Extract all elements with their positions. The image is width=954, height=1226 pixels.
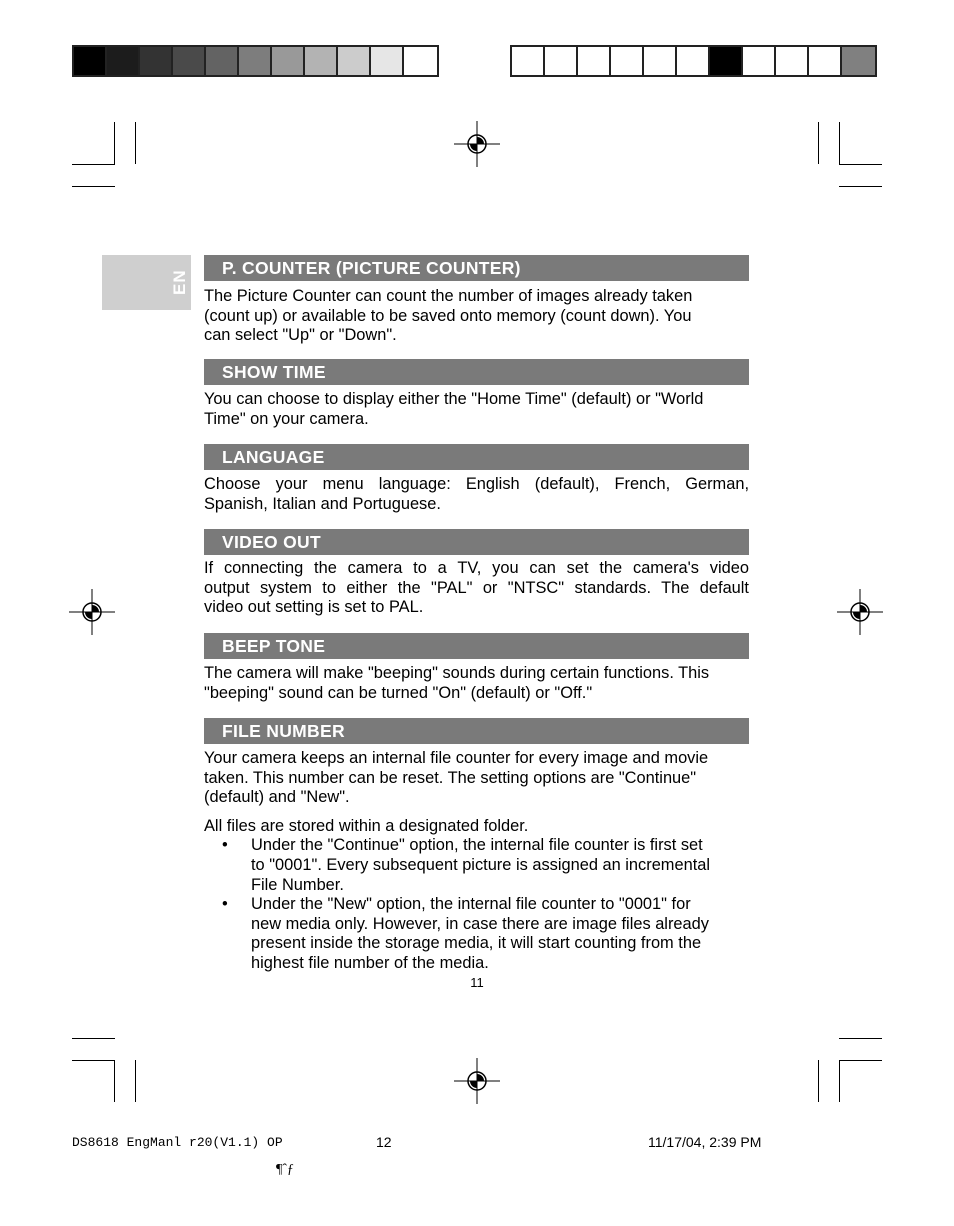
color-swatch xyxy=(710,47,743,75)
color-swatch xyxy=(371,47,404,75)
section-show-time xyxy=(204,359,749,429)
footer-code: ¶ˆƒ xyxy=(276,1162,295,1177)
text-line: Choose your menu language: English (default), French, German, xyxy=(204,475,749,493)
registration-mark-icon xyxy=(837,589,883,635)
section-body xyxy=(204,664,749,703)
crop-mark xyxy=(72,1038,115,1039)
crop-mark xyxy=(135,1060,136,1102)
section-heading: BEEP TONE xyxy=(204,633,749,659)
color-swatch xyxy=(74,47,107,75)
section-file-number xyxy=(204,718,749,974)
list-item xyxy=(204,895,749,973)
color-swatch xyxy=(809,47,842,75)
color-swatch xyxy=(512,47,545,75)
crop-mark xyxy=(839,186,882,187)
text-line: Spanish, Italian and Portuguese. xyxy=(204,494,441,513)
section-beep-tone xyxy=(204,633,749,703)
text-line: to "0001". Every subsequent picture is assigned an incremental xyxy=(251,855,711,874)
color-swatch xyxy=(644,47,677,75)
text-line: Your camera keeps an internal file counter for every image and movie xyxy=(204,749,709,767)
language-side-tab xyxy=(102,255,191,310)
footer-file-info: DS8618 EngManl r20(V1.1) OP xyxy=(72,1135,283,1150)
text-line: If connecting the camera to a TV, you can set the camera's video xyxy=(204,559,749,577)
text-line: The camera will make "beeping" sounds during certain functions. This xyxy=(204,664,710,682)
color-swatch xyxy=(404,47,437,75)
color-swatch xyxy=(305,47,338,75)
color-swatch xyxy=(611,47,644,75)
color-swatch xyxy=(272,47,305,75)
crop-mark xyxy=(818,122,819,164)
text-line: output system to either the "PAL" or "NTSC" standards. The default xyxy=(204,578,749,597)
footer-timestamp: 11/17/04, 2:39 PM xyxy=(648,1134,762,1150)
section-p-counter xyxy=(204,255,749,346)
registration-mark-icon xyxy=(454,121,500,167)
text-line: present inside the storage media, it will start counting from the xyxy=(251,934,702,953)
crop-mark xyxy=(818,1060,819,1102)
text-line: Under the "New" option, the internal file counter to "0001" for xyxy=(251,895,691,914)
crop-mark xyxy=(72,186,115,187)
text-line: highest file number of the media. xyxy=(251,953,489,972)
text-line: (default) and "New". xyxy=(204,788,350,807)
text-line: can select "Up" or "Down". xyxy=(204,326,397,345)
section-body xyxy=(204,559,749,618)
color-swatch xyxy=(677,47,710,75)
text-line: (count up) or available to be saved onto memory (count down). You xyxy=(204,306,692,325)
section-language xyxy=(204,444,749,514)
grayscale-strip xyxy=(72,45,439,77)
color-swatch xyxy=(842,47,875,75)
section-heading: SHOW TIME xyxy=(204,359,749,385)
section-heading: LANGUAGE xyxy=(204,444,749,470)
crop-mark xyxy=(839,1060,840,1102)
registration-strip xyxy=(510,45,877,77)
section-heading: FILE NUMBER xyxy=(204,718,749,744)
crop-mark xyxy=(839,1038,882,1039)
color-swatch xyxy=(107,47,140,75)
text-line: File Number. xyxy=(251,875,344,894)
crop-mark xyxy=(135,122,136,164)
color-swatch xyxy=(578,47,611,75)
color-swatch xyxy=(338,47,371,75)
section-heading: P. COUNTER (PICTURE COUNTER) xyxy=(204,255,749,281)
crop-mark xyxy=(839,122,840,164)
section-video-out xyxy=(204,529,749,618)
bullet-icon: • xyxy=(222,836,228,855)
color-swatch xyxy=(545,47,578,75)
registration-mark-icon xyxy=(454,1058,500,1104)
text-line: taken. This number can be reset. The setting options are "Continue" xyxy=(204,768,697,787)
footer-page-number: 12 xyxy=(376,1134,392,1150)
color-swatch xyxy=(173,47,206,75)
crop-mark xyxy=(114,122,115,164)
section-body xyxy=(204,475,749,514)
section-heading: VIDEO OUT xyxy=(204,529,749,555)
color-swatch xyxy=(776,47,809,75)
text-line: You can choose to display either the "Home Time" (default) or "World xyxy=(204,390,704,408)
crop-mark xyxy=(114,1060,115,1102)
crop-mark xyxy=(839,164,882,165)
text-line: Under the "Continue" option, the internal file counter is first set xyxy=(251,836,703,855)
color-swatch xyxy=(239,47,272,75)
crop-mark xyxy=(839,1060,882,1061)
color-swatch xyxy=(206,47,239,75)
language-tab-label: EN xyxy=(170,269,189,295)
page-number: 11 xyxy=(470,975,484,990)
section-body xyxy=(204,390,749,429)
crop-mark xyxy=(72,164,115,165)
section-body xyxy=(204,749,749,808)
bullet-icon: • xyxy=(222,895,228,914)
color-swatch xyxy=(743,47,776,75)
text-line: "beeping" sound can be turned "On" (default) or "Off." xyxy=(204,683,593,702)
text-line: Time" on your camera. xyxy=(204,409,369,428)
registration-mark-icon xyxy=(69,589,115,635)
section-body xyxy=(204,287,749,346)
text-line: new media only. However, in case there are image files already xyxy=(251,914,709,933)
color-swatch xyxy=(140,47,173,75)
list-item xyxy=(204,836,749,895)
section-note: All files are stored within a designated folder. xyxy=(204,816,529,835)
crop-mark xyxy=(72,1060,115,1061)
text-line: The Picture Counter can count the number of images already taken xyxy=(204,287,693,305)
text-line: video out setting is set to PAL. xyxy=(204,598,424,617)
